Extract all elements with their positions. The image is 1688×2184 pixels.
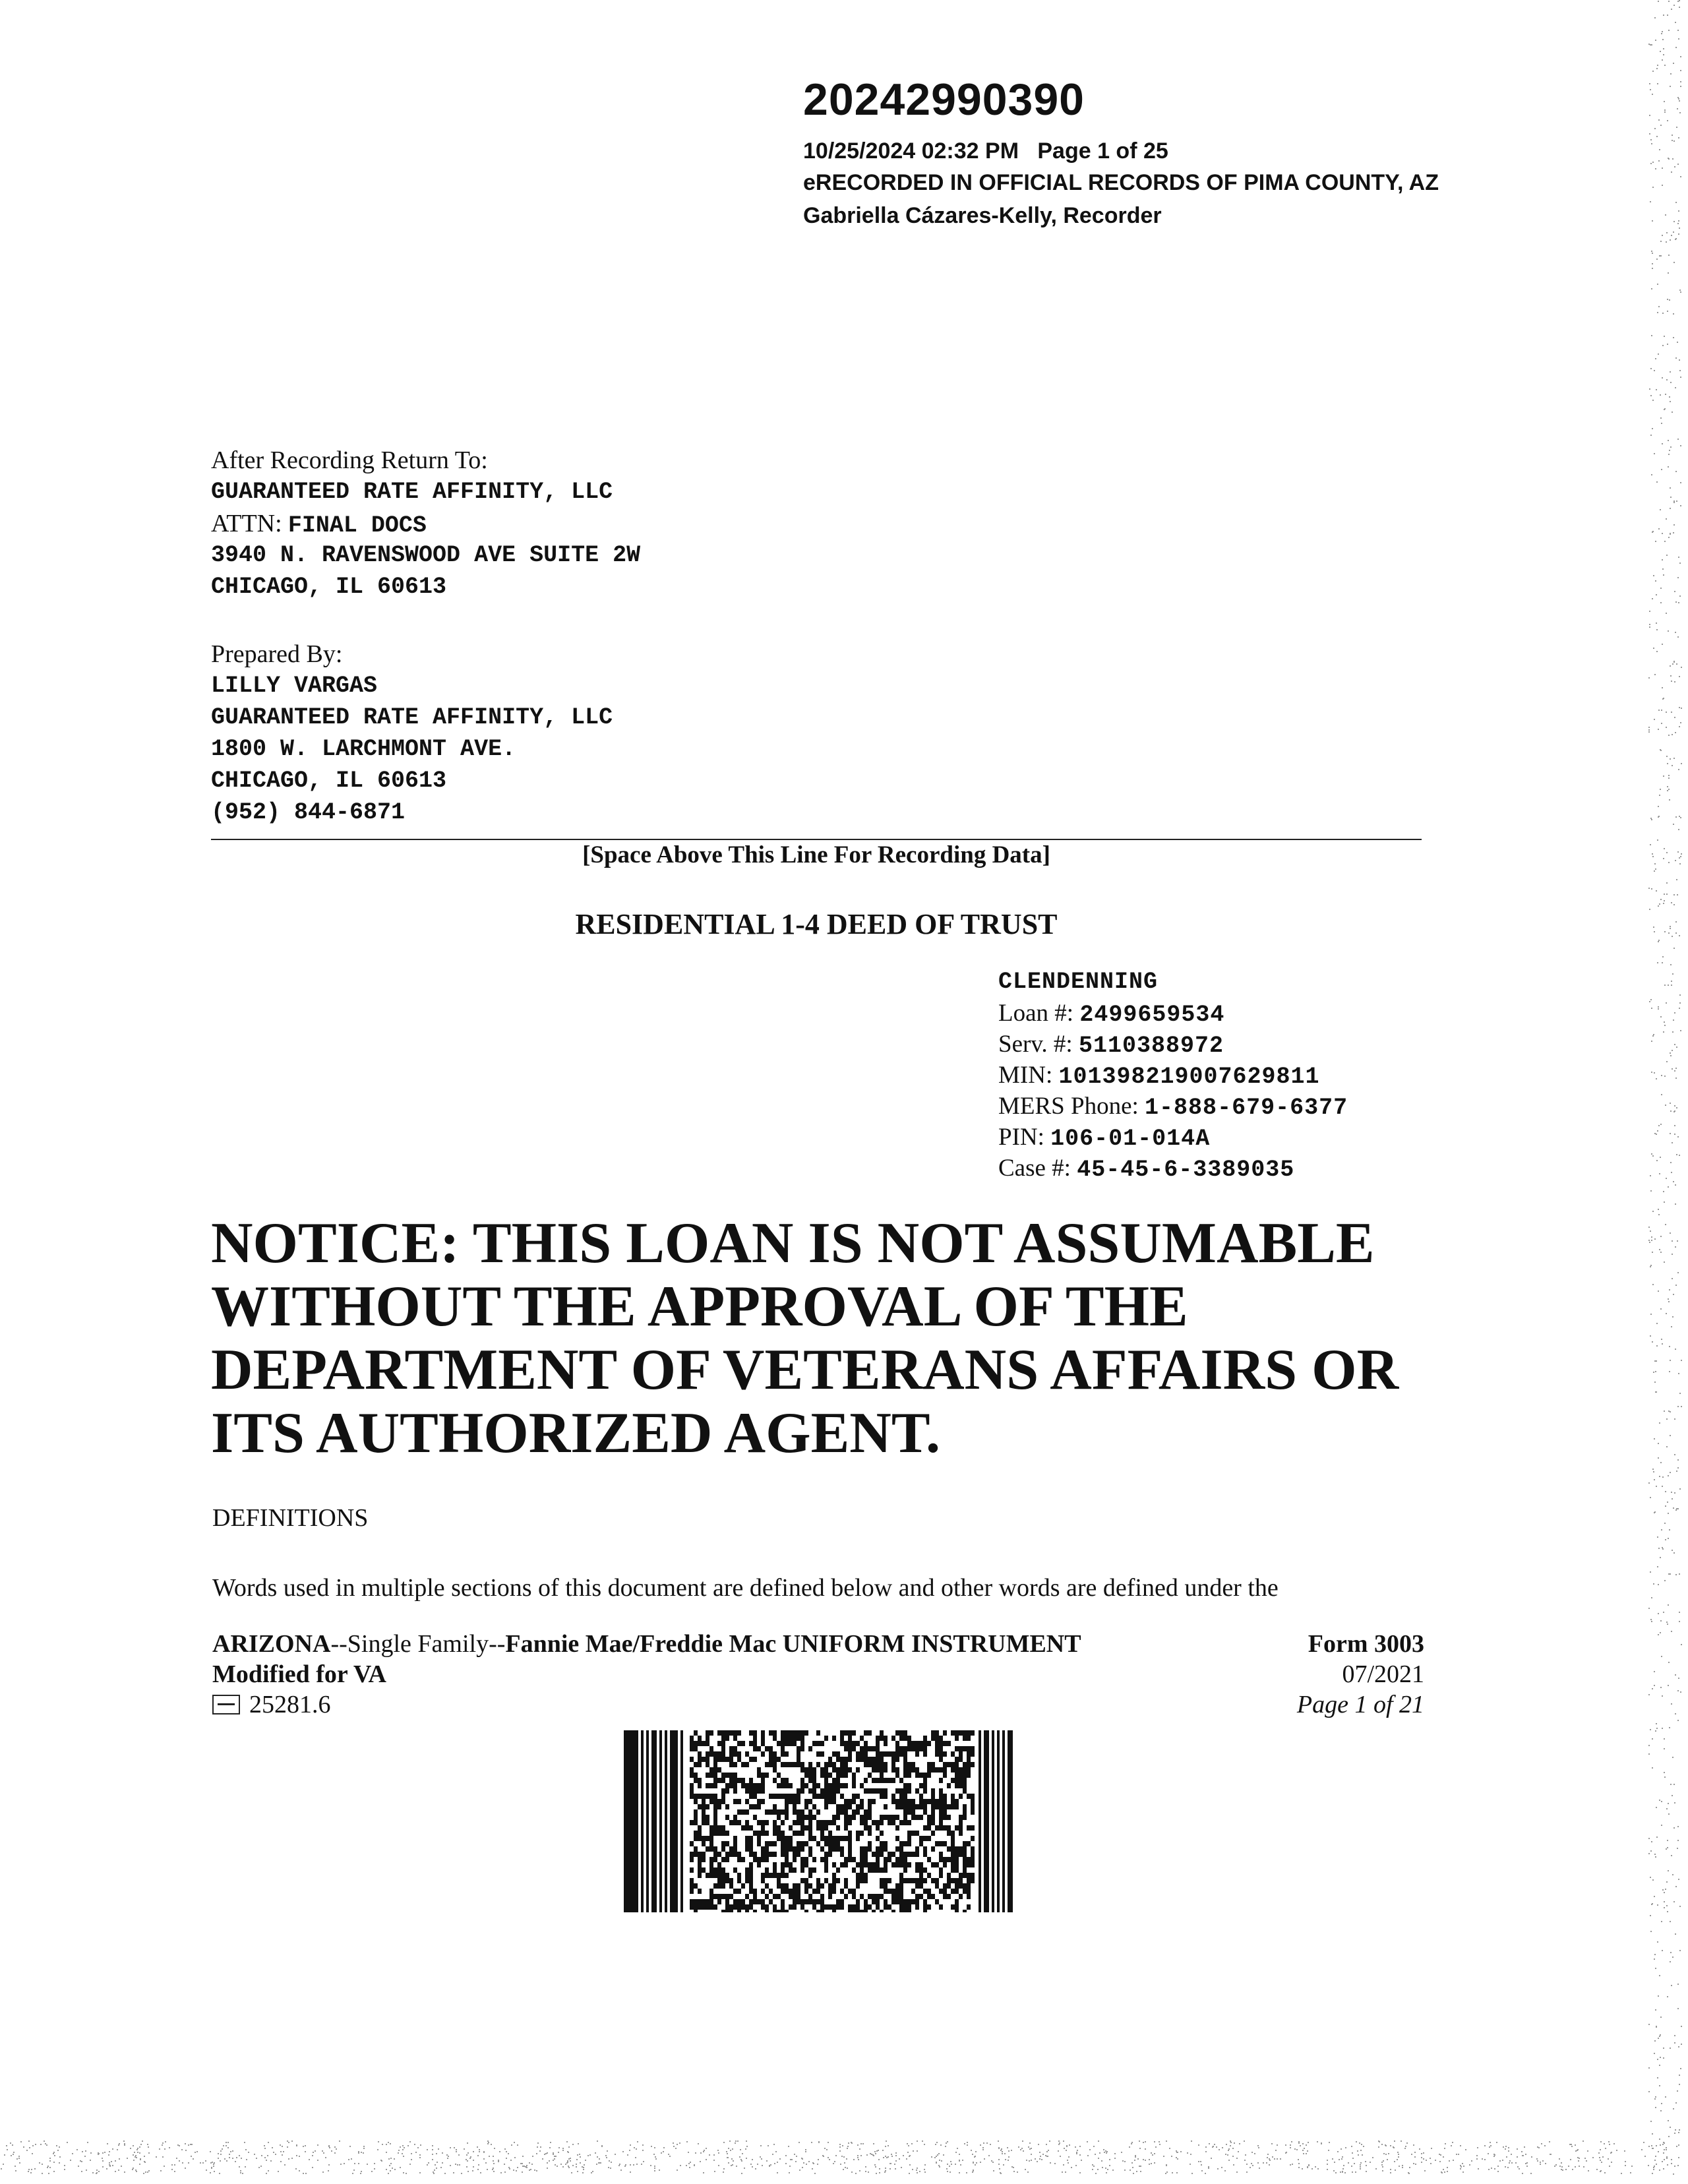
form-footer-left — [212, 1629, 1081, 1720]
serv-number-label: Serv. #: — [998, 1031, 1073, 1058]
loan-number-label: Loan #: — [998, 1000, 1074, 1027]
return-to-heading: After Recording Return To: — [211, 446, 488, 474]
prepared-by-heading: Prepared By: — [211, 640, 343, 668]
form-footer-right — [1240, 1629, 1424, 1720]
attn-label: ATTN: — [211, 510, 282, 537]
form-state: ARIZONA — [212, 1630, 331, 1658]
form-number: Form 3003 — [1308, 1630, 1424, 1658]
loan-number-row — [998, 998, 1348, 1029]
prepared-by-block — [211, 638, 1002, 828]
scan-edge-noise-right — [1648, 0, 1687, 2184]
return-to-street: 3940 N. RAVENSWOOD AVE SUITE 2W — [211, 542, 641, 568]
attn-value: FINAL DOCS — [287, 512, 427, 539]
form-title — [212, 1629, 1081, 1659]
assumption-notice — [211, 1212, 1464, 1465]
notice-line-1: NOTICE: THIS LOAN IS NOT ASSUMABLE — [211, 1211, 1375, 1275]
recording-datetime-page: 10/25/2024 02:32 PM Page 1 of 25 — [803, 138, 1168, 164]
serv-number-value: 5110388972 — [1078, 1033, 1224, 1059]
case-number-label: Case #: — [998, 1155, 1071, 1182]
mers-phone-row — [998, 1091, 1348, 1122]
form-modified: Modified for VA — [212, 1660, 386, 1688]
notice-line-4: ITS AUTHORIZED AGENT. — [211, 1401, 941, 1465]
return-to-attn — [211, 508, 1002, 539]
form-type: --Single Family-- — [330, 1630, 506, 1658]
return-to-block — [211, 444, 1002, 603]
deed-title: RESIDENTIAL 1-4 DEED OF TRUST — [575, 908, 1058, 940]
definitions-heading: DEFINITIONS — [212, 1504, 369, 1532]
case-number-row — [998, 1153, 1348, 1184]
notice-line-3: DEPARTMENT OF VETERANS AFFAIRS OR — [211, 1338, 1399, 1402]
form-date: 07/2021 — [1342, 1660, 1424, 1688]
ellie-mae-form-icon — [212, 1695, 240, 1714]
return-to-city: CHICAGO, IL 60613 — [211, 574, 447, 600]
loan-number-value: 2499659534 — [1079, 1002, 1225, 1028]
mers-phone-value: 1-888-679-6377 — [1145, 1095, 1348, 1121]
prepared-by-name: LILLY VARGAS — [211, 673, 378, 699]
pin-label: PIN: — [998, 1124, 1044, 1151]
prepared-by-phone: (952) 844-6871 — [211, 799, 406, 826]
form-instrument: Fannie Mae/Freddie Mac UNIFORM INSTRUMENT — [505, 1630, 1081, 1658]
loan-info-block — [998, 967, 1348, 1184]
serv-number-row — [998, 1029, 1348, 1060]
mers-phone-label: MERS Phone: — [998, 1093, 1139, 1120]
recording-office: eRECORDED IN OFFICIAL RECORDS OF PIMA COUNTY, AZ — [803, 170, 1439, 195]
form-page: Page 1 of 21 — [1296, 1691, 1424, 1718]
pin-value: 106-01-014A — [1050, 1126, 1211, 1152]
prepared-by-city: CHICAGO, IL 60613 — [211, 768, 447, 794]
min-value: 101398219007629811 — [1058, 1064, 1320, 1090]
space-above-caption: [Space Above This Line For Recording Data] — [582, 841, 1050, 868]
case-number-value: 45-45-6-3389035 — [1077, 1157, 1295, 1183]
recorder-name: Gabriella Cázares-Kelly, Recorder — [803, 203, 1162, 228]
scan-edge-noise-bottom — [0, 2140, 1688, 2180]
min-label: MIN: — [998, 1062, 1053, 1089]
min-row — [998, 1060, 1348, 1091]
form-code-row — [212, 1689, 1081, 1720]
pin-row — [998, 1122, 1348, 1153]
recording-number: 20242990390 — [803, 75, 1085, 125]
borrower-name: CLENDENNING — [998, 969, 1159, 995]
prepared-by-company: GUARANTEED RATE AFFINITY, LLC — [211, 704, 613, 731]
return-to-company: GUARANTEED RATE AFFINITY, LLC — [211, 479, 613, 505]
pdf417-barcode — [624, 1730, 1013, 1912]
form-code: 25281.6 — [249, 1691, 331, 1718]
prepared-by-street: 1800 W. LARCHMONT AVE. — [211, 736, 516, 762]
definitions-intro: Words used in multiple sections of this document are defined below and other words are defined under the — [212, 1574, 1279, 1602]
notice-line-2: WITHOUT THE APPROVAL OF THE — [211, 1275, 1188, 1339]
